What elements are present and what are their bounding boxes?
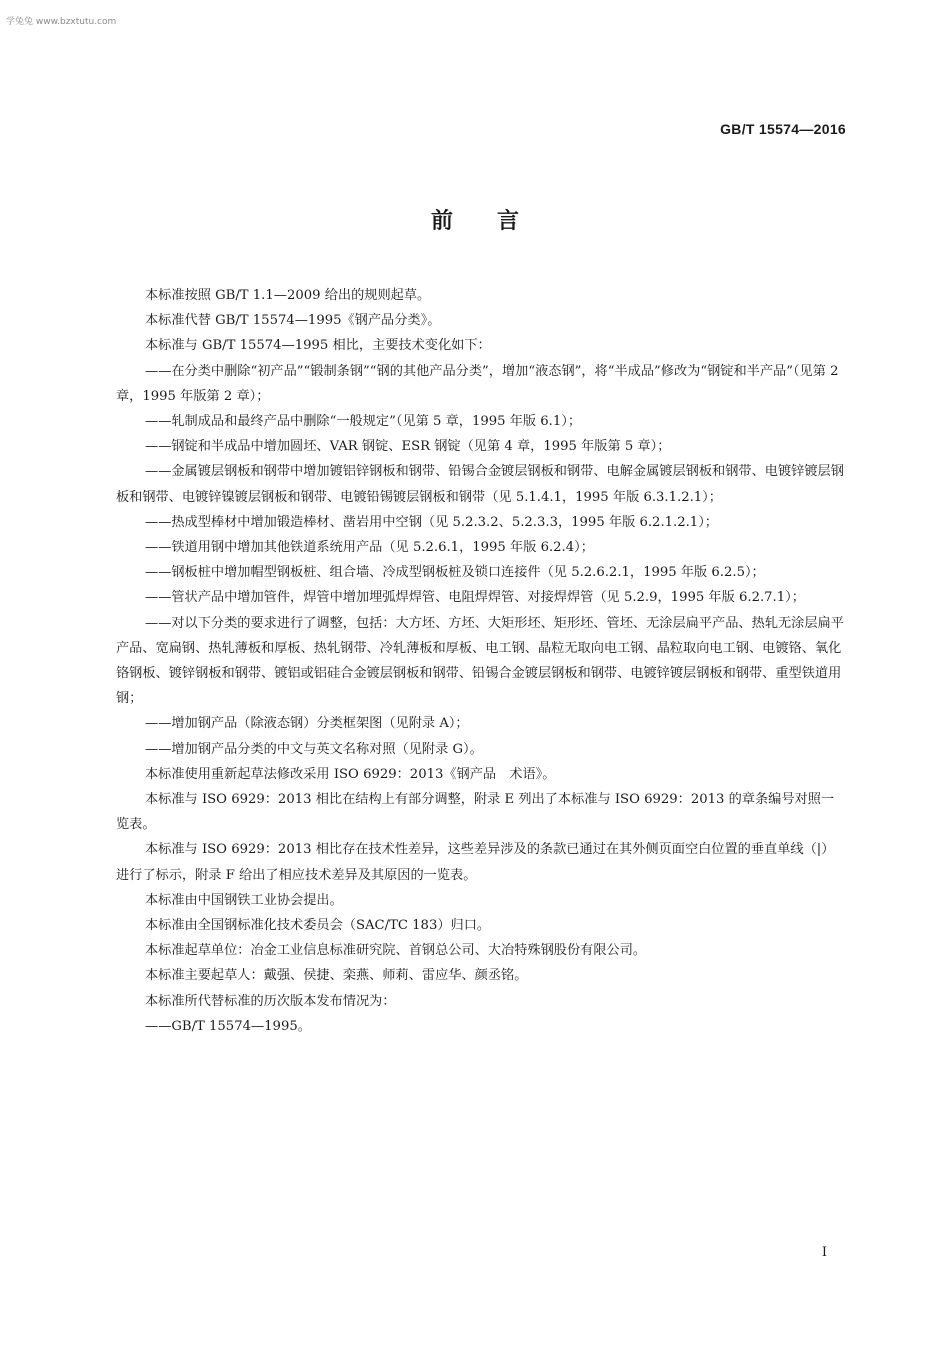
foreword-body <box>116 283 847 1039</box>
change-item: ——铁道用钢中增加其他铁道系统用产品（见 5.2.6.1，1995 年版 6.2.4）； <box>145 540 594 556</box>
change-item: ——轧制成品和最终产品中删除“一般规定”（见第 5 章，1995 年版 6.1）； <box>145 414 582 430</box>
paragraph-drafters: 本标准主要起草人：戴强、侯捷、栾燕、师莉、雷应华、颜丞铭。 <box>145 968 528 984</box>
change-item: ——对以下分类的要求进行了调整，包括：大方坯、方坯、大矩形坯、矩形坯、管坯、无涂层扁平产品、热轧无涂层扁平产品、宽扁钢、热轧薄板和厚板、热轧钢带、冷轧薄板和厚板、电工钢、晶粒无取向电工钢、晶粒取向电工钢、电镀铬、氧化铬钢板、镀锌钢板和钢带、镀铝或铝硅合金镀层钢板和钢带、铅锡合金镀层钢板和钢带、电镀锌镀层钢板和钢带、重型铁道用钢； <box>116 615 844 707</box>
standard-code: GB/T 15574—2016 <box>720 121 846 137</box>
page-number: I <box>821 1245 827 1260</box>
change-item: ——管状产品中增加管件，焊管中增加埋弧焊焊管、电阻焊焊管、对接焊焊管（见 5.2.9，1995 年版 6.2.7.1）； <box>145 590 805 606</box>
change-item: ——增加钢产品（除液态钢）分类框架图（见附录 A）； <box>145 716 469 732</box>
change-item: ——钢锭和半成品中增加圆坯、VAR 钢锭、ESR 钢锭（见第 4 章，1995 年版第 5 章）； <box>145 439 671 455</box>
change-item: ——在分类中删除“初产品”“锻制条钢”“钢的其他产品分类”，增加“液态钢”，将“半成品”修改为“钢锭和半产品”（见第 2 章，1995 年版第 2 章）； <box>116 363 839 404</box>
change-item: ——钢板桩中增加帽型钢板桩、组合墙、冷成型钢板桩及锁口连接件（见 5.2.6.2.1，1995 年版 6.2.5）； <box>145 565 765 581</box>
paragraph-iso-adoption: 本标准使用重新起草法修改采用 ISO 6929：2013《钢产品 术语》。 <box>145 766 556 782</box>
paragraph-drafting-rules: 本标准按照 GB/T 1.1—2009 给出的规则起草。 <box>145 288 431 303</box>
change-item: ——热成型棒材中增加锻造棒材、凿岩用中空钢（见 5.2.3.2、5.2.3.3，1995 年版 6.2.1.2.1）； <box>145 514 718 530</box>
paragraph-changes-intro: 本标准与 GB/T 15574—1995 相比，主要技术变化如下： <box>145 338 491 354</box>
paragraph-committee: 本标准由全国钢标准化技术委员会（SAC/TC 183）归口。 <box>145 918 491 934</box>
paragraph-structure-diff: 本标准与 ISO 6929：2013 相比在结构上有部分调整，附录 E 列出了本标准与 ISO 6929：2013 的章条编号对照一览表。 <box>116 792 835 833</box>
paragraph-technical-diff: 本标准与 ISO 6929：2013 相比存在技术性差异，这些差异涉及的条款已通过在其外侧页面空白位置的垂直单线（|）进行了标示，附录 F 给出了相应技术差异及其原因的一览表。 <box>116 842 835 883</box>
paragraph-proposer: 本标准由中国钢铁工业协会提出。 <box>145 892 343 908</box>
history-item: ——GB/T 15574—1995。 <box>145 1018 311 1034</box>
watermark-text: 学兔兔 www.bzxtutu.com <box>6 17 117 27</box>
change-item: ——金属镀层钢板和钢带中增加镀铝锌钢板和钢带、铅锡合金镀层钢板和钢带、电解金属镀层钢板和钢带、电镀锌镀层钢板和钢带、电镀锌镍镀层钢板和钢带、电镀铅锡镀层钢板和钢带（见 5.1.4.1，1995 年版 6.3.1.2.1）； <box>116 464 844 505</box>
change-item: ——增加钢产品分类的中文与英文名称对照（见附录 G）。 <box>145 741 483 757</box>
page-title: 前言 <box>430 209 563 234</box>
paragraph-replaces: 本标准代替 GB/T 15574—1995《钢产品分类》。 <box>145 313 441 329</box>
paragraph-drafting-units: 本标准起草单位：冶金工业信息标准研究院、首钢总公司、大冶特殊钢股份有限公司。 <box>145 943 647 959</box>
paragraph-history-intro: 本标准所代替标准的历次版本发布情况为： <box>145 993 396 1009</box>
